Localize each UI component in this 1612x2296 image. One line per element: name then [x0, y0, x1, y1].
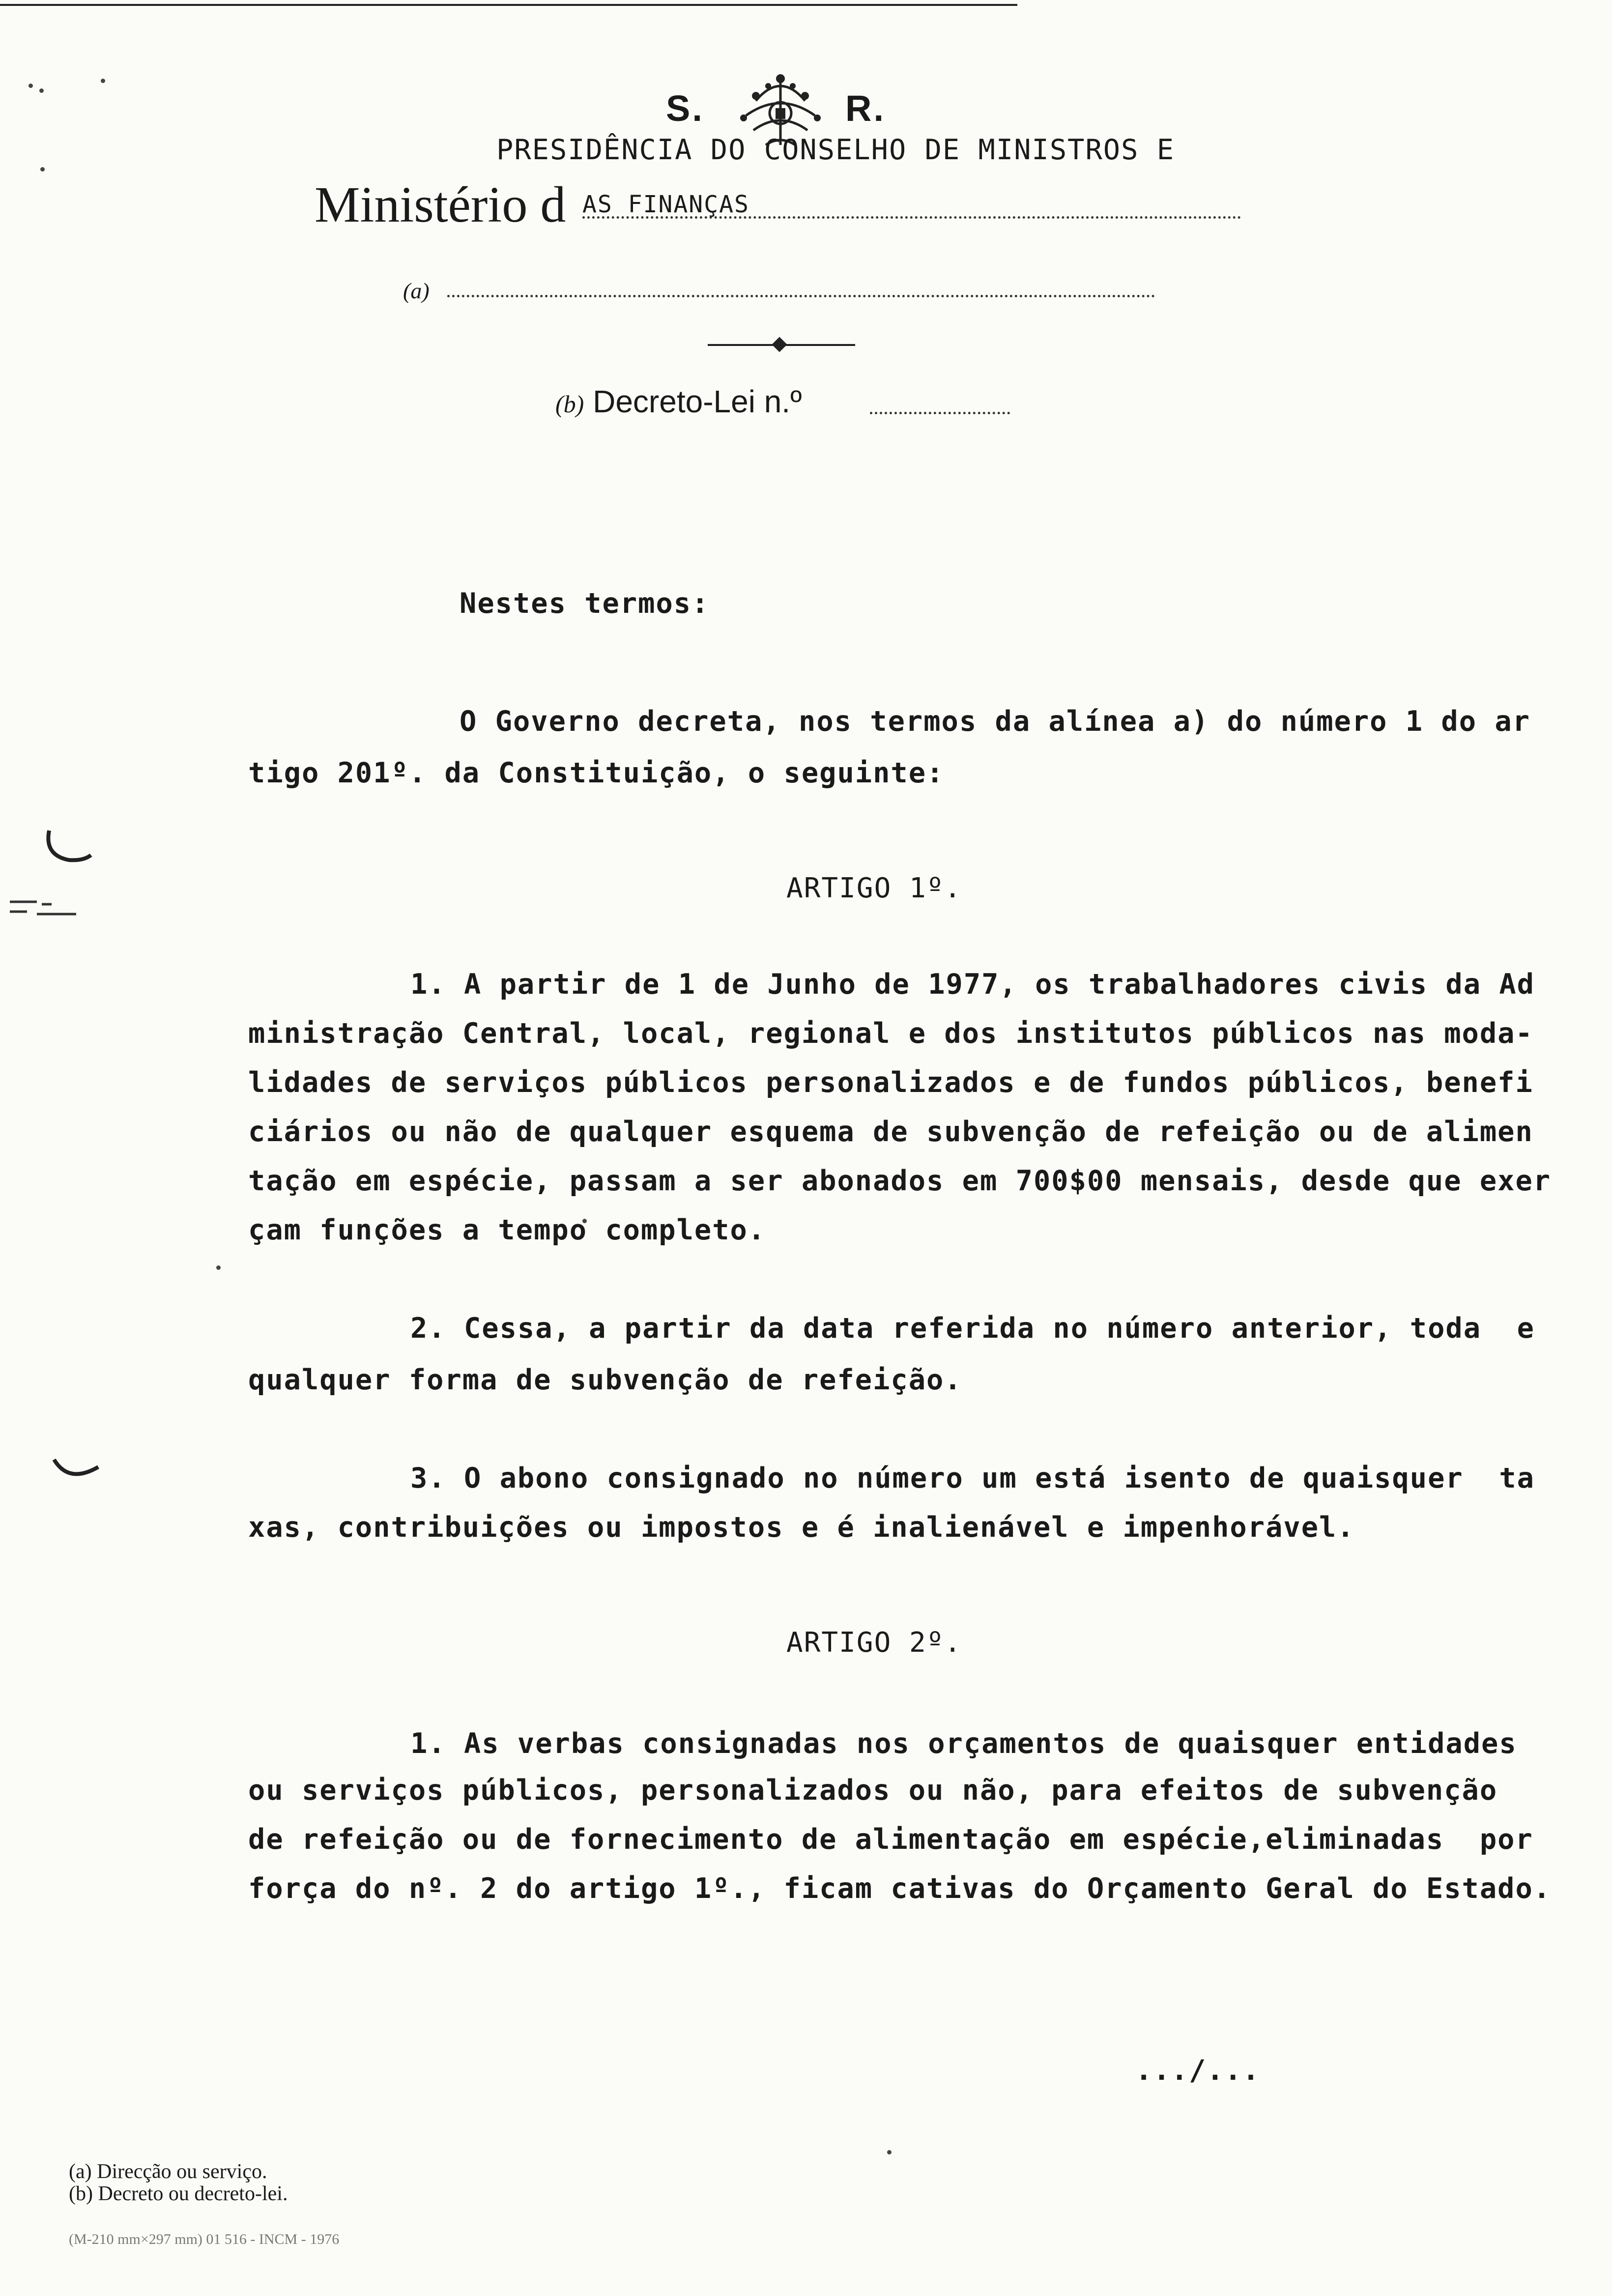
decreto-b-label: (b)	[555, 390, 584, 418]
presidencia-line: PRESIDÊNCIA DO CONSELHO DE MINISTROS E	[496, 134, 1175, 166]
footnote-b	[69, 2182, 288, 2206]
margin-speck	[29, 84, 33, 88]
margin-dashes	[7, 894, 81, 924]
article-1-para-1-line: ciários ou não de qualquer esquema de subvenção de refeição ou de alimen	[248, 1116, 1533, 1148]
article-1-para-1-line: ministração Central, local, regional e dos institutos públicos nas moda-	[248, 1017, 1533, 1050]
margin-speck	[39, 88, 44, 93]
field-a-dotted-line	[447, 295, 1155, 297]
intro-text: Nestes termos:	[460, 587, 710, 620]
margin-speck	[887, 2150, 892, 2154]
continuation-marker: .../...	[1135, 2054, 1261, 2087]
ministry-dotted-line	[582, 216, 1241, 219]
margin-speck	[216, 1265, 221, 1270]
article-heading: ARTIGO 2º.	[786, 1627, 962, 1659]
decreto-line	[555, 383, 802, 420]
margin-speck	[101, 79, 105, 83]
article-2-para-1-line: força do nº. 2 do artigo 1º., ficam cativas do Orçamento Geral do Estado.	[248, 1872, 1552, 1905]
preamble-line: tigo 201º. da Constituição, o seguinte:	[248, 757, 945, 789]
letterhead-left-initial: S.	[666, 88, 704, 129]
article-1-para-3-line: xas, contribuições ou impostos e é inalienável e impenhorável.	[248, 1511, 1355, 1544]
ministry-name: AS FINANÇAS	[582, 191, 749, 218]
preamble-line: O Governo decreta, nos termos da alínea a) do número 1 do ar	[460, 705, 1531, 738]
article-2-para-1-line: de refeição ou de fornecimento de alimentação em espécie,eliminadas por	[248, 1823, 1533, 1856]
article-1-para-1-line: tação em espécie, passam a ser abonados em 700$00 mensais, desde que exer	[248, 1165, 1552, 1197]
separator-diamond	[772, 337, 787, 352]
top-rule	[0, 4, 1017, 6]
footnote-a	[69, 2160, 267, 2183]
article-1-para-2-line: qualquer forma de subvenção de refeição.	[248, 1364, 962, 1396]
footnote-a-text: Direcção ou serviço.	[97, 2160, 267, 2183]
letterhead-right-initial: R.	[845, 88, 886, 129]
print-code: (M-210 mm×297 mm) 01 516 - INCM - 1976	[69, 2231, 340, 2247]
decreto-label: Decreto-Lei n.º	[593, 384, 802, 419]
margin-speck	[40, 167, 45, 172]
ministerio-label: Ministério d	[315, 176, 566, 233]
footnote-a-label: (a)	[69, 2160, 92, 2183]
article-1-para-1-line: 1. A partir de 1 de Junho de 1977, os trabalhadores civis da Ad	[410, 968, 1535, 1001]
article-1-para-3-line: 3. O abono consignado no número um está isento de quaisquer ta	[410, 1462, 1535, 1494]
hole-punch-mark-bottom	[49, 1455, 108, 1494]
article-2-para-1-line: 1. As verbas consignadas nos orçamentos de quaisquer entidades	[410, 1727, 1517, 1760]
article-1-para-1-line: çam funções a tempo completo.	[248, 1214, 766, 1246]
decreto-dotted-line	[870, 412, 1010, 414]
field-a-label: (a)	[403, 278, 430, 303]
article-1-para-1-line: lidades de serviços públicos personalizados e de fundos públicos, benefi	[248, 1066, 1533, 1099]
article-1-para-2-line: 2. Cessa, a partir da data referida no número anterior, toda e	[410, 1312, 1535, 1345]
article-2-para-1-line: ou serviços públicos, personalizados ou não, para efeitos de subvenção	[248, 1774, 1498, 1807]
footnote-b-text: Decreto ou decreto-lei.	[98, 2182, 288, 2205]
hole-punch-mark-top	[39, 826, 98, 870]
article-heading: ARTIGO 1º.	[786, 872, 962, 904]
footnote-b-label: (b)	[69, 2182, 93, 2205]
